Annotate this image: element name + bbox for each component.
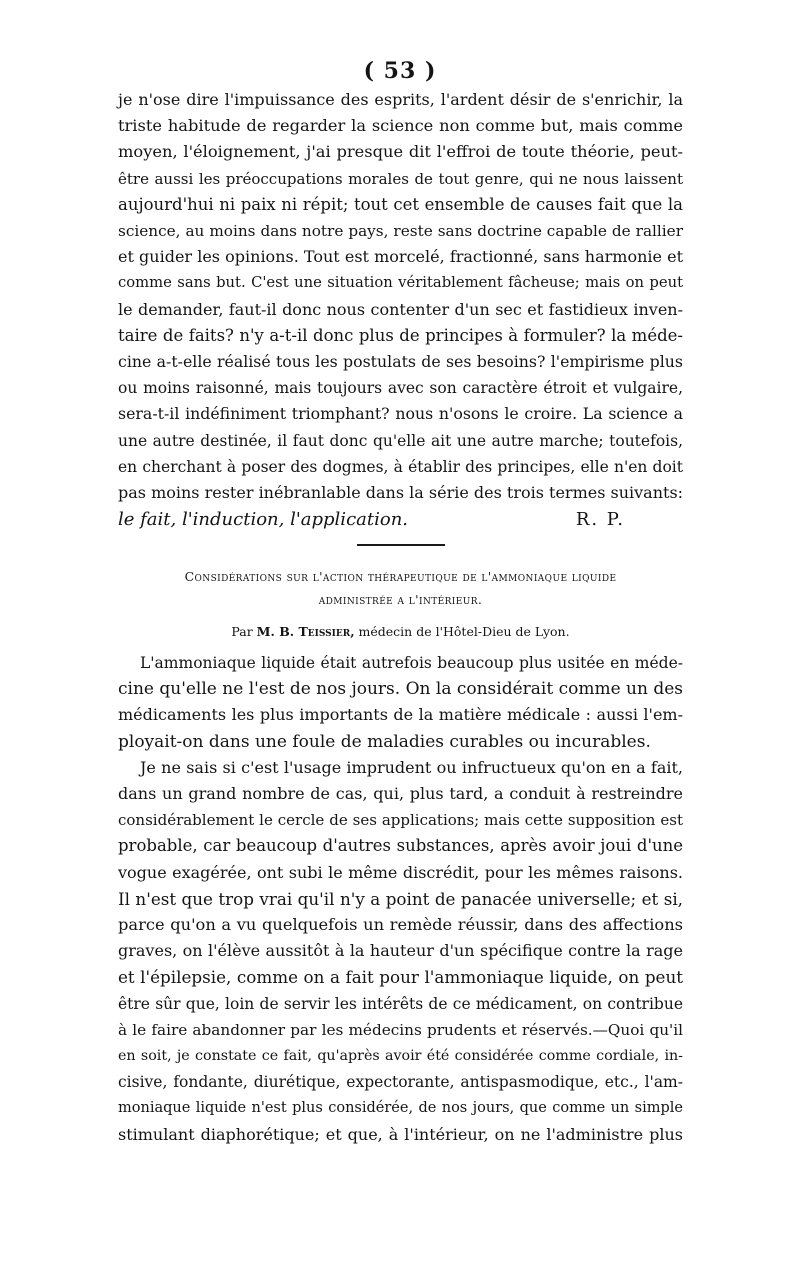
text-line: taire de faits? n'y a-t-il donc plus de principes à formuler? la méde- [118, 325, 683, 345]
text-line: pas moins rester inébranlable dans la série des trois termes suivants: [118, 483, 684, 503]
text-line: ployait-on dans une foule de maladies curables ou incurables. [118, 731, 651, 752]
text-line: stimulant diaphorétique; et que, à l'intérieur, on ne l'administre plus [118, 1124, 683, 1144]
closing-line [118, 506, 683, 534]
text-line: en cherchant à poser des dogmes, à établir des principes, elle n'en doit [118, 457, 683, 476]
text-line: moniaque liquide n'est plus considérée, de nos jours, que comme un simple [118, 1100, 683, 1117]
text-line: cisive, fondante, diurétique, expectorante, antispasmodique, etc., l'am- [118, 1073, 683, 1092]
text-line: comme sans but. C'est une situation véritablement fâcheuse; mais on peut [118, 274, 683, 292]
text-line: une autre destinée, il faut donc qu'elle ait une autre marche; toutefois, [118, 431, 683, 450]
text-line: triste habitude de regarder la science non comme but, mais comme [118, 116, 683, 136]
text-line: parce qu'on a vu quelquefois un remède réussir, dans des affections [118, 915, 683, 935]
text-line: L'ammoniaque liquide était autrefois beaucoup plus usitée en méde- [140, 654, 683, 672]
text-line: moyen, l'éloignement, j'ai presque dit l'effroi de toute théorie, peut- [118, 142, 683, 162]
closing-phrase: le fait, l'induction, l'application. [118, 509, 409, 531]
article-title-line-2: administrée a l'intérieur. [318, 592, 483, 607]
text-line: être aussi les préoccupations morales de tout genre, qui ne nous laissent [118, 169, 683, 188]
text-line: médicaments les plus importants de la matière médicale : aussi l'em- [118, 705, 683, 725]
byline-affiliation: médecin de l'Hôtel-Dieu de Lyon. [358, 624, 570, 639]
text-line: aujourd'hui ni paix ni répit; tout cet ensemble de causes fait que la [118, 194, 683, 214]
text-line: dans un grand nombre de cas, qui, plus tard, a conduit à restreindre [118, 784, 683, 804]
section-divider [357, 544, 445, 546]
text-line: science, au moins dans notre pays, reste sans doctrine capable de rallier [118, 222, 683, 241]
text-line: et guider les opinions. Tout est morcelé, fractionné, sans harmonie et [118, 247, 683, 267]
intro-paragraph [118, 87, 683, 534]
text-line: et l'épilepsie, comme on a fait pour l'ammoniaque liquide, on peut [118, 967, 683, 988]
byline-author: M. B. Teissier, [256, 624, 355, 639]
page-number: ( 53 ) [363, 58, 437, 84]
text-line: en soit, je constate ce fait, qu'après avoir été considérée comme cordiale, in- [118, 1048, 683, 1065]
text-line: je n'ose dire l'impuissance des esprits, l'ardent désir de s'enrichir, la [118, 90, 683, 109]
text-line: cine a-t-elle réalisé tous les postulats de ses besoins? l'empirisme plus [118, 352, 683, 372]
text-line: sera-t-il indéfiniment triomphant? nous n'osons le croire. La science a [118, 404, 683, 424]
text-line: ou moins raisonné, mais toujours avec son caractère étroit et vulgaire, [118, 379, 683, 398]
text-line: vogue exagérée, ont subi le même discrédit, pour les mêmes raisons. [118, 862, 683, 882]
author-initials: R. P. [575, 509, 625, 531]
article-body [118, 650, 683, 1148]
text-line: cine qu'elle ne l'est de nos jours. On la considérait comme un des [118, 679, 684, 700]
text-line: probable, car beaucoup d'autres substances, après avoir joui d'une [118, 836, 683, 856]
text-line: graves, on l'élève aussitôt à la hauteur d'un spécifique contre la rage [118, 941, 683, 961]
text-line: à le faire abandonner par les médecins prudents et réservés.—Quoi qu'il [118, 1020, 683, 1039]
text-line: être sûr que, loin de servir les intérêts de ce médicament, on contribue [118, 994, 683, 1013]
article-title-line-1: Considérations sur l'action thérapeutique de l'ammoniaque liquide [184, 569, 617, 584]
text-line: considérablement le cercle de ses applications; mais cette supposition est [118, 811, 683, 830]
text-line: Il n'est que trop vrai qu'il n'y a point de panacée universelle; et si, [118, 888, 683, 909]
article-byline [118, 622, 683, 642]
text-line: le demander, faut-il donc nous contenter d'un sec et fastidieux inven- [118, 299, 683, 319]
byline-prefix: Par [231, 624, 253, 639]
text-line: Je ne sais si c'est l'usage imprudent ou infructueux qu'on en a fait, [140, 757, 683, 777]
